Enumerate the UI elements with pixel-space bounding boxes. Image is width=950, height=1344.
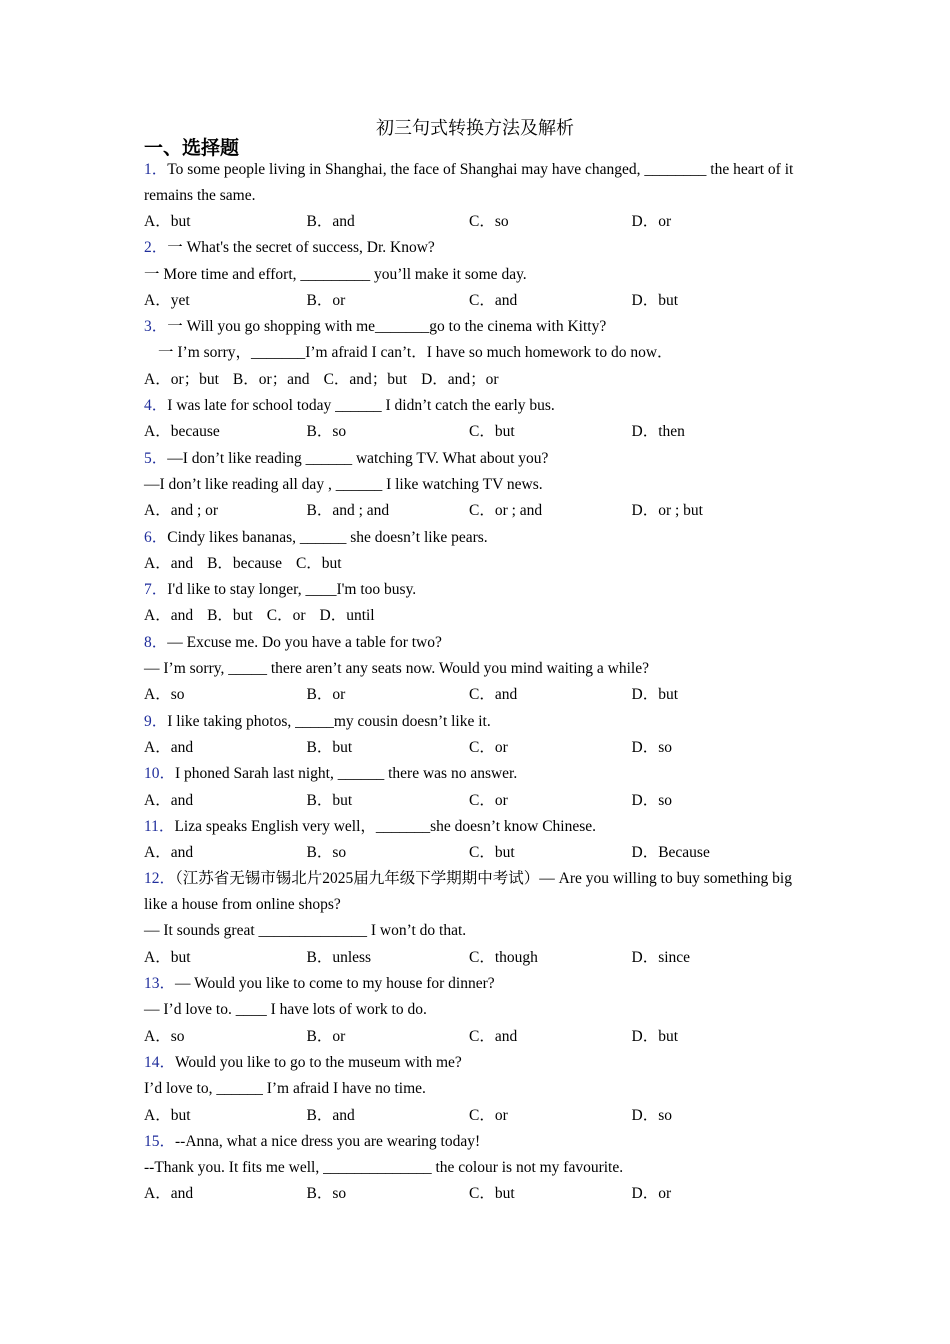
answer-option[interactable]: A．and [144, 791, 194, 809]
question-text: — It sounds great ______________ I won’t do that. [144, 922, 467, 940]
question-line [144, 446, 794, 472]
question-line [144, 472, 794, 498]
question-number: 2． [144, 239, 168, 257]
question-line [144, 709, 794, 735]
answer-option[interactable]: D．but [631, 1027, 679, 1045]
option-row [144, 1181, 794, 1207]
option-row [144, 1103, 794, 1129]
answer-option[interactable]: D．or [631, 213, 672, 230]
question-text: 一 Will you go shopping with me_______go to the cinema with Kitty? [167, 318, 607, 336]
question-number: 13． [144, 975, 176, 993]
option-row [144, 367, 794, 393]
question-line [144, 1129, 794, 1155]
question-text: I was late for school today ______ I didn’t catch the early bus. [167, 397, 555, 415]
question-text: （江苏省无锡市锡北片2025届九年级下学期期中考试）— Are you willing to buy something big like a house from online shops? [144, 870, 792, 914]
answer-option[interactable]: C．so [469, 213, 509, 230]
answer-option[interactable]: D．so [631, 791, 672, 809]
question-text: Liza speaks English very well，_______she doesn’t know Chinese. [174, 817, 597, 835]
question-text: Cindy likes bananas, ______ she doesn’t like pears. [167, 528, 488, 546]
option-row [144, 498, 794, 524]
answer-option[interactable]: B．but [207, 607, 253, 625]
question-number: 3． [144, 318, 168, 336]
question-text: 一 What's the secret of success, Dr. Know? [167, 239, 435, 257]
question-number: 12． [144, 870, 176, 888]
answer-option[interactable]: C．but [469, 844, 515, 862]
answer-option[interactable]: A．and [144, 738, 194, 756]
option-row [144, 551, 794, 577]
answer-option[interactable]: A．and [144, 1185, 194, 1203]
question-text: To some people living in Shanghai, the face of Shanghai may have changed, ________ the heart of it remains the same. [144, 161, 794, 204]
answer-option[interactable]: A．and [144, 607, 194, 625]
question-number: 10． [144, 765, 176, 783]
question-line [144, 157, 794, 209]
answer-option[interactable]: C．and；but [323, 370, 408, 388]
answer-option[interactable]: B．and [306, 213, 355, 230]
answer-option[interactable]: B．unless [306, 948, 372, 966]
answer-option[interactable]: D．or ; but [631, 502, 703, 520]
answer-option[interactable]: D．but [631, 686, 679, 704]
answer-option[interactable]: A．and [144, 554, 194, 572]
question-text: --Anna, what a nice dress you are wearing today! [175, 1132, 481, 1150]
answer-option[interactable]: C．and [469, 1027, 518, 1045]
answer-option[interactable]: B．so [306, 844, 347, 862]
answer-option[interactable]: C．or [469, 1106, 508, 1124]
question-line [144, 918, 794, 944]
question-number: 14． [144, 1053, 176, 1071]
question-text: I’d love to, ______ I’m afraid I have no time. [144, 1080, 426, 1098]
option-row [144, 735, 794, 761]
question-number: 7． [144, 581, 168, 599]
option-row [144, 945, 794, 971]
answer-option[interactable]: A．or；but [144, 370, 219, 388]
answer-option[interactable]: A．and [144, 844, 194, 862]
answer-option[interactable]: A．but [144, 213, 191, 230]
question-text: 一 I’m sorry，_______I’m afraid I can’t．I have so much homework to do now． [158, 344, 673, 362]
answer-option[interactable]: D．then [631, 423, 685, 441]
answer-option[interactable]: A．but [144, 948, 191, 966]
option-row [144, 209, 794, 235]
question-number: 5． [144, 449, 168, 467]
question-number: 6． [144, 528, 168, 546]
answer-option[interactable]: A．so [144, 686, 185, 704]
question-line [144, 340, 794, 366]
answer-option[interactable]: C．but [295, 554, 342, 572]
answer-option[interactable]: C．and [469, 686, 518, 704]
question-text: I'd like to stay longer, ____I'm too busy. [167, 581, 417, 599]
question-number: 11． [144, 817, 175, 835]
answer-option[interactable]: C．but [469, 423, 515, 441]
answer-option[interactable]: B．so [306, 423, 347, 441]
question-number: 8． [144, 633, 168, 651]
option-row [144, 419, 794, 445]
answer-option[interactable]: C．though [469, 948, 538, 966]
question-text: --Thank you. It fits me well, ______________ the colour is not my favourite. [144, 1159, 624, 1177]
question-text: I like taking photos, _____my cousin doesn’t like it. [167, 712, 491, 730]
answer-option[interactable]: D．but [631, 291, 679, 309]
answer-option[interactable]: D．until [319, 607, 375, 625]
question-line [144, 577, 794, 603]
option-row [144, 288, 794, 314]
question-line [144, 262, 794, 288]
answer-option[interactable]: C．and [469, 291, 518, 309]
answer-option[interactable]: D．Because [631, 844, 710, 862]
answer-option[interactable]: D．and；or [421, 370, 499, 388]
option-row [144, 603, 794, 629]
question-line [144, 235, 794, 261]
answer-option[interactable]: D．so [631, 738, 672, 756]
answer-option[interactable]: B．but [306, 738, 353, 756]
question-number: 9． [144, 712, 168, 730]
question-number: 1． [144, 161, 168, 178]
answer-option[interactable]: D．so [631, 1106, 672, 1124]
answer-option[interactable]: A．but [144, 1106, 191, 1124]
question-number: 4． [144, 397, 168, 415]
question-line [144, 1050, 794, 1076]
question-text: — I’d love to. ____ I have lots of work to do. [144, 1001, 427, 1019]
question-line [144, 814, 794, 840]
question-text: — I’m sorry, _____ there aren’t any seats now. Would you mind waiting a while? [144, 660, 649, 678]
question-line [144, 1076, 794, 1102]
question-line [144, 761, 794, 787]
answer-option[interactable]: B．so [306, 1185, 347, 1203]
answer-option[interactable]: B．or；and [232, 370, 310, 388]
answer-option[interactable]: A．because [144, 423, 220, 441]
question-line [144, 997, 794, 1023]
question-text: —I don’t like reading all day , ______ I like watching TV news. [144, 475, 543, 493]
answer-option[interactable]: C．or [266, 607, 306, 625]
answer-option[interactable]: B．or [306, 686, 346, 704]
question-line [144, 314, 794, 340]
answer-option[interactable]: B．but [306, 791, 353, 809]
question-list [144, 157, 794, 1208]
option-row [144, 682, 794, 708]
answer-option[interactable]: C．or [469, 738, 508, 756]
section-heading: 一、选择题 [144, 138, 240, 159]
option-row [144, 840, 794, 866]
question-line [144, 971, 794, 997]
answer-option[interactable]: B．and ; and [306, 502, 390, 520]
page-title: 初三句式转换方法及解析 [376, 118, 574, 138]
question-line [144, 393, 794, 419]
option-row [144, 1024, 794, 1050]
question-text: Would you like to go to the museum with me? [175, 1053, 462, 1071]
answer-option[interactable]: C．but [469, 1185, 515, 1203]
question-line [144, 525, 794, 551]
question-text: — Would you like to come to my house for dinner? [175, 975, 495, 993]
question-text: 一 More time and effort, _________ you’ll make it some day. [144, 265, 527, 283]
option-row [144, 788, 794, 814]
answer-option[interactable]: B．because [207, 554, 282, 572]
answer-option[interactable]: D．since [631, 948, 691, 966]
answer-option[interactable]: B．or [306, 1027, 346, 1045]
question-line [144, 656, 794, 682]
question-line [144, 1155, 794, 1181]
answer-option[interactable]: B．and [306, 1106, 355, 1124]
question-text: I phoned Sarah last night, ______ there was no answer. [175, 765, 518, 783]
answer-option[interactable]: A．yet [144, 291, 190, 309]
answer-option[interactable]: B．or [306, 291, 346, 309]
answer-option[interactable]: A．so [144, 1027, 185, 1045]
question-line [144, 866, 794, 918]
answer-option[interactable]: C．or ; and [469, 502, 543, 520]
question-line [144, 630, 794, 656]
answer-option[interactable]: D．or [631, 1185, 672, 1203]
answer-option[interactable]: C．or [469, 791, 508, 809]
answer-option[interactable]: A．and ; or [144, 502, 219, 520]
question-text: —I don’t like reading ______ watching TV. What about you? [167, 449, 549, 467]
question-number: 15． [144, 1132, 176, 1150]
question-text: — Excuse me. Do you have a table for two? [167, 633, 442, 651]
